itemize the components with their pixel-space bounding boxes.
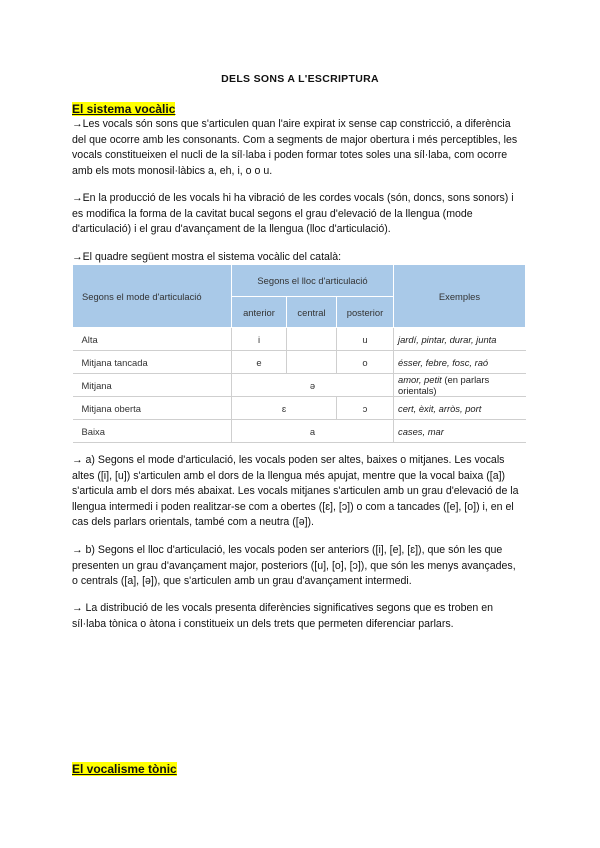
cell-posterior: o (337, 351, 394, 374)
cell-examples (394, 374, 526, 397)
cell-anterior: i (232, 328, 287, 351)
cell-central (287, 328, 337, 351)
cell-posterior: u (337, 328, 394, 351)
paragraph-production: →En la producció de les vocals hi ha vibració de les cordes vocals (són, doncs, sons sonors) i es modifica la forma de la cavitat bucal segons el grau d'elevació de la llengua (mode d'articulació) i el grau d'avançament de la llengua (lloc d'articulació). (72, 192, 514, 236)
section-heading-text: El vocalisme tònic (72, 762, 177, 776)
vowel-system-table (72, 264, 526, 443)
paragraph-distribution: → La distribució de les vocals presenta diferències significatives segons que es troben en síl·laba tònica o àtona i constitueix un dels trets que permeten diferenciar parlars. (72, 602, 494, 630)
header-anterior: anterior (232, 297, 287, 328)
table-row (73, 374, 526, 397)
section-heading-vocalisme-tonic (72, 760, 177, 778)
table-row (73, 420, 526, 443)
paragraph-mode: → a) Segons el mode d'articulació, les vocals poden ser altes, baixes o mitjanes. Les vocals altes ([i], [u]) s'articulen amb el dors de la llengua més apujat, mentre que la vocal baixa ([a]) s'articula amb el dors més abaixat. Les vocals mitjanes s'articulen amb un grau d'elevació de la llengua intermedi i poden realitzar-se com a obertes ([ɛ], [ɔ]) o com a tancades ([e], [o]) i, en el cas dels parlars orientals, també com a neutra ([ə]). (72, 454, 519, 529)
cell-central (287, 351, 337, 374)
paragraph-place: → b) Segons el lloc d'articulació, les vocals poden ser anteriors ([i], [e], [ɛ]), que són les que presenten un grau d'avançament major, posteriors ([u], [o], [ɔ]), que són les menys avançades, o centrals ([a], [ə]), que s'articulen amb un grau d'avançament intermedi. (72, 544, 516, 588)
cell-examples: ésser, febre, fosc, raó (394, 351, 526, 374)
table-row (73, 397, 526, 420)
section-heading-sistema-vocalic (72, 100, 175, 118)
cell-examples: cases, mar (394, 420, 526, 443)
row-label: Alta (73, 328, 232, 351)
cell-anterior: e (232, 351, 287, 374)
header-central: central (287, 297, 337, 328)
cell-central: ə (232, 374, 394, 397)
row-label: Mitjana oberta (73, 397, 232, 420)
table-row (73, 328, 526, 351)
cell-central: a (232, 420, 394, 443)
row-label: Mitjana tancada (73, 351, 232, 374)
examples-words: amor, petit (398, 374, 442, 385)
document-title: DELS SONS A L'ESCRIPTURA (221, 73, 379, 85)
header-posterior: posterior (337, 297, 394, 328)
cell-examples: cert, èxit, arròs, port (394, 397, 526, 420)
paragraph-intro: →Les vocals són sons que s'articulen quan l'aire expirat ix sense cap constricció, a diferència del que ocorre amb les consonants. Com a segments de major obertura i més perceptibles, les vocals constitueixen el nucli de la síl·laba i poden formar totes soles una síl·laba, com ocorre amb els mots monosil·làbics a, eh, i, o o u. (72, 118, 518, 177)
examples-note: (en parlars orientals) (398, 374, 490, 396)
table-row (73, 351, 526, 374)
cell-posterior: ɔ (337, 397, 394, 420)
cell-anterior: ɛ (232, 397, 337, 420)
header-examples: Exemples (394, 265, 526, 328)
row-label: Mitjana (73, 374, 232, 397)
paragraph-table-intro: →El quadre següent mostra el sistema vocàlic del català: (72, 251, 342, 263)
row-label: Baixa (73, 420, 232, 443)
cell-examples: jardí, pintar, durar, junta (394, 328, 526, 351)
header-place: Segons el lloc d'articulació (232, 265, 394, 297)
header-mode: Segons el mode d'articulació (73, 265, 232, 328)
section-heading-text: El sistema vocàlic (72, 102, 176, 116)
